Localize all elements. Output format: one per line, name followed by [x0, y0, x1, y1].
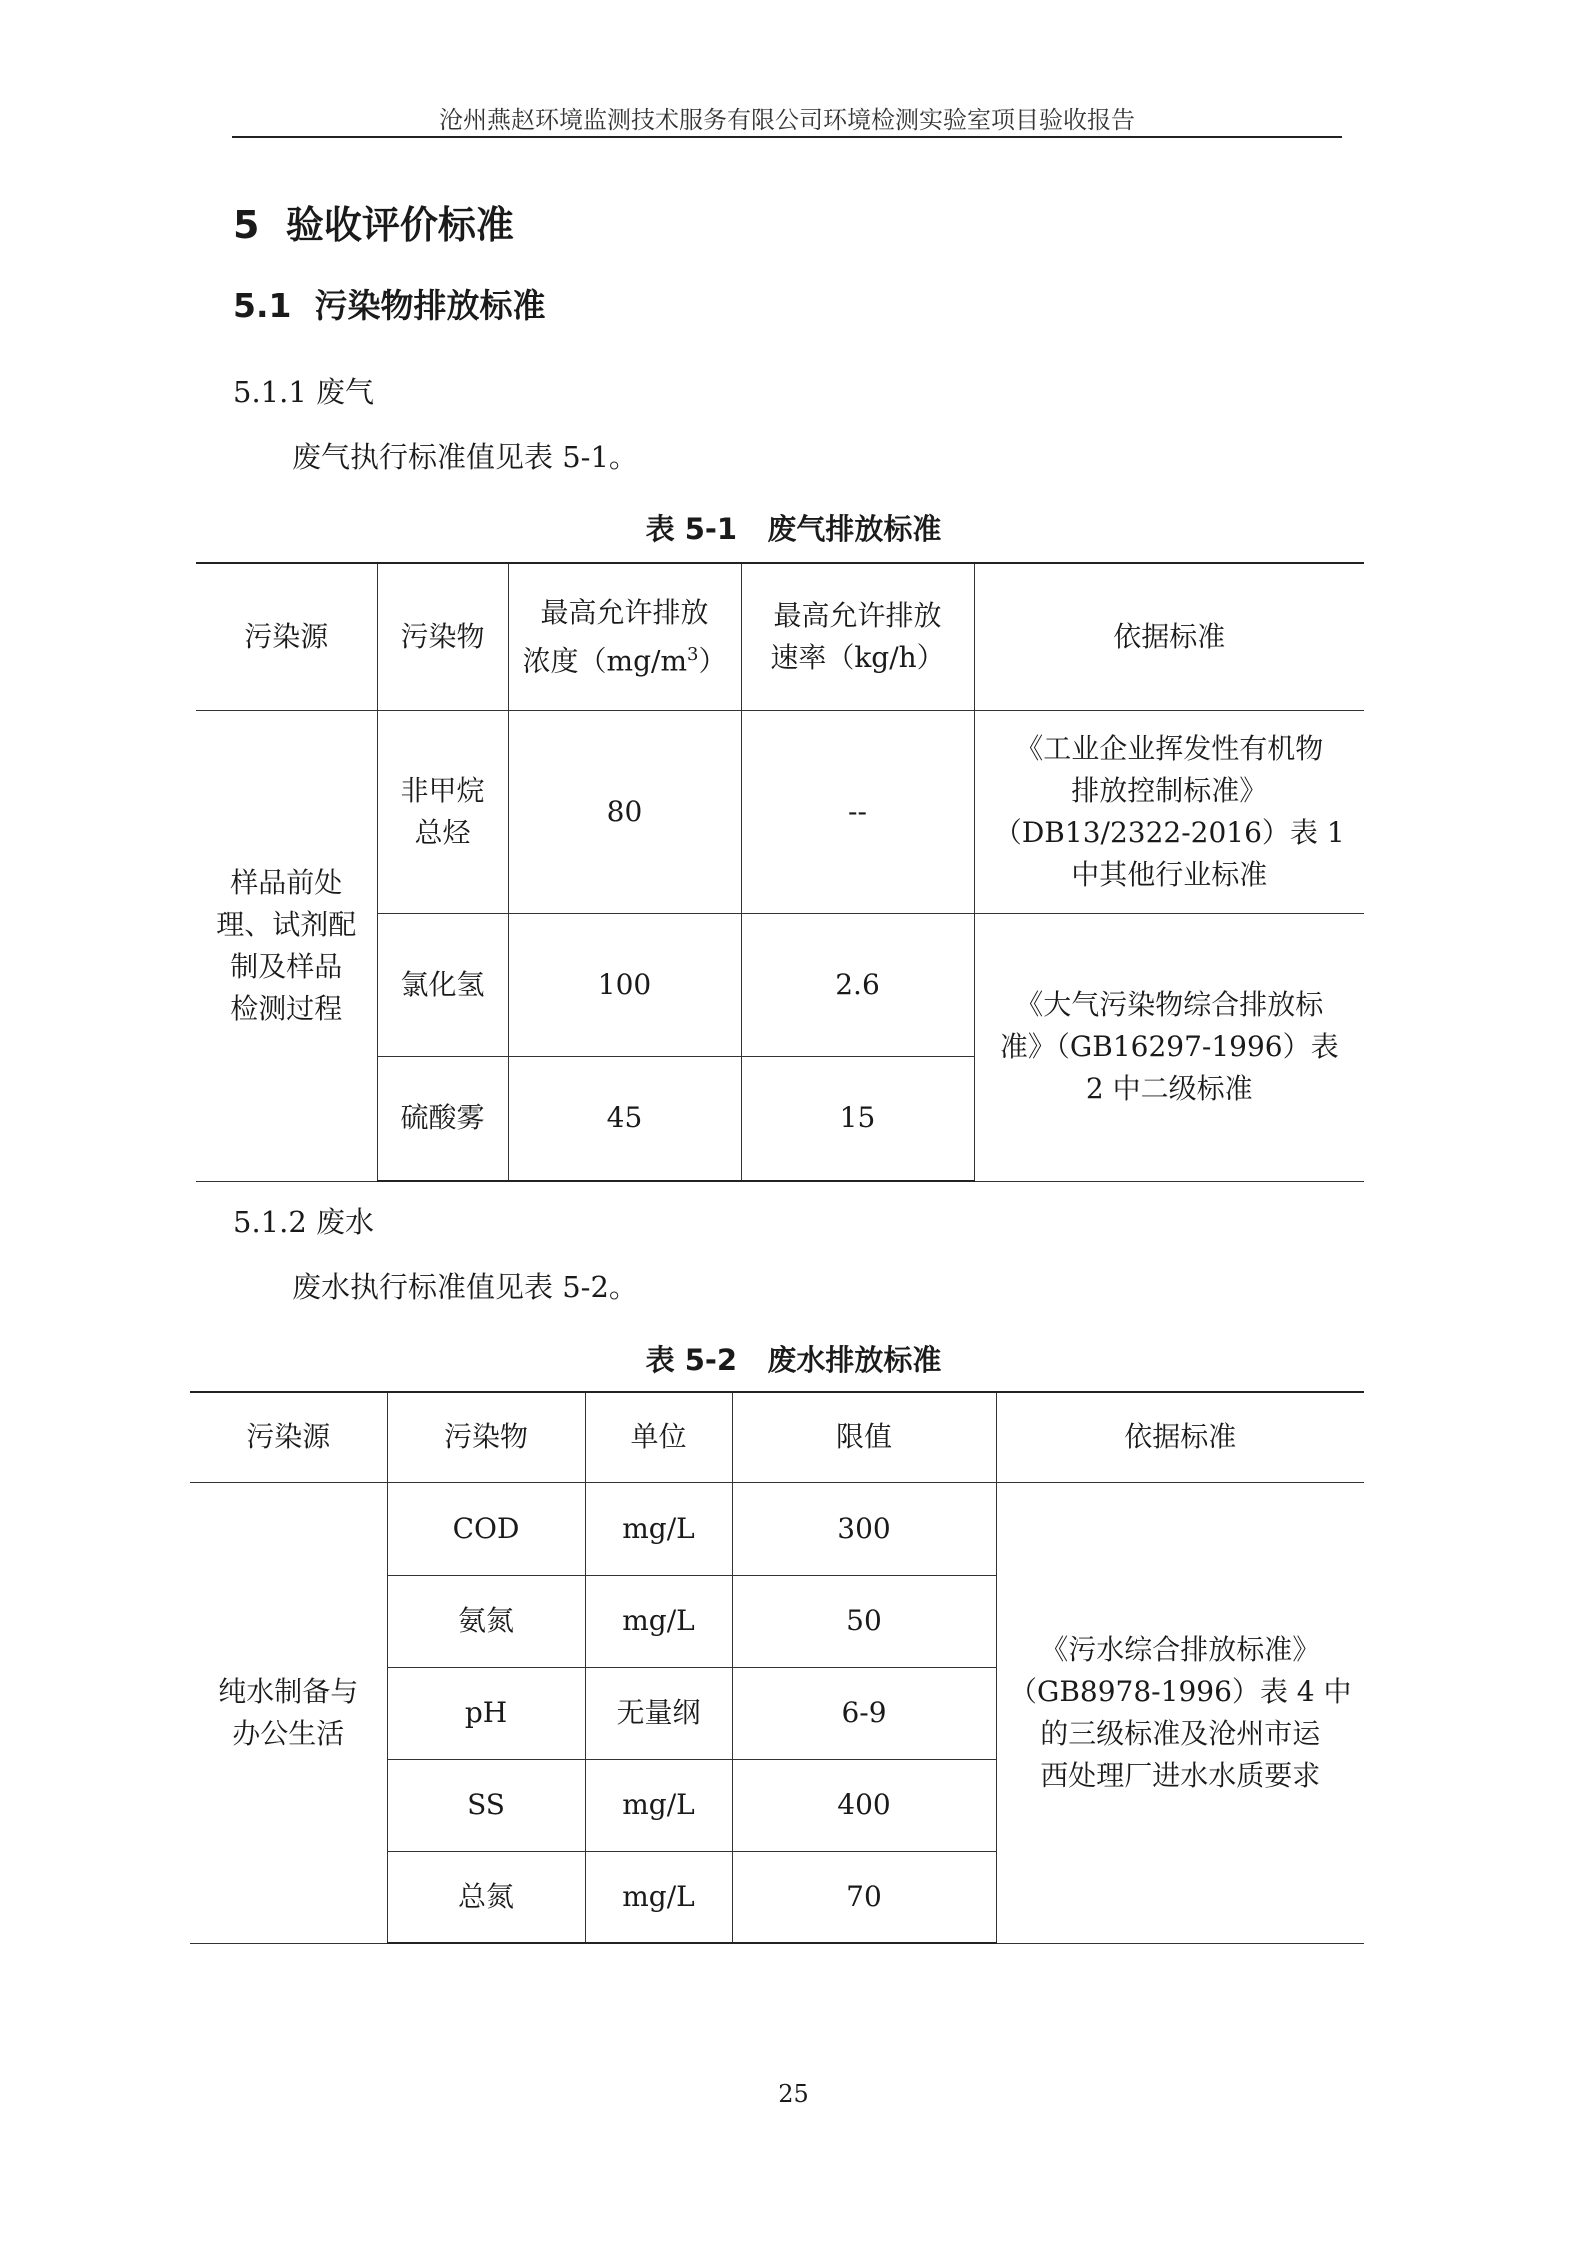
col-header-limit: 限值 [732, 1392, 996, 1482]
header-rule [232, 136, 1342, 138]
source-cell [190, 1482, 387, 1943]
superscript: 3 [687, 643, 699, 665]
col-header-max-rate [741, 563, 974, 710]
cell-line: 《污水综合排放标准》 [1040, 1632, 1321, 1666]
concentration-cell: 80 [508, 710, 741, 913]
cell-line: 《大气污染物综合排放标 [1015, 988, 1324, 1021]
cell-line: 纯水制备与 [218, 1674, 359, 1708]
col-header-basis: 依据标准 [974, 563, 1364, 710]
col-header-max-concentration [508, 563, 741, 710]
source-cell [196, 710, 377, 1181]
pollutant-cell: SS [387, 1759, 585, 1851]
col-header-basis: 依据标准 [996, 1392, 1364, 1482]
basis-cell [974, 710, 1364, 913]
basis-cell [974, 913, 1364, 1181]
pollutant-cell: 总氮 [387, 1851, 585, 1943]
cell-line: 2 中二级标准 [1085, 1072, 1253, 1105]
unit-cell: mg/L [585, 1759, 732, 1851]
col-header-text: 最高允许排放 [773, 598, 942, 632]
waste-water-intro: 废水执行标准值见表 5-2。 [292, 1270, 638, 1304]
table-5-1 [196, 562, 1364, 1182]
section-title: 验收评价标准 [285, 203, 514, 247]
col-header-source: 污染源 [190, 1392, 387, 1482]
cell-line: 氯化氢 [400, 967, 485, 1001]
rate-cell: -- [741, 710, 974, 913]
pollutant-cell: pH [387, 1667, 585, 1759]
col-header-text: 速率（kg/h） [770, 640, 945, 674]
col-header-pollutant: 污染物 [387, 1392, 585, 1482]
subsection-title: 污染物排放标准 [314, 286, 546, 325]
cell-line: 办公生活 [232, 1716, 345, 1750]
cell-line: 检测过程 [230, 991, 343, 1025]
pollutant-cell [377, 710, 508, 913]
table-5-2 [190, 1391, 1364, 1944]
col-header-pollutant: 污染物 [377, 563, 508, 710]
cell-line: 制及样品 [230, 949, 343, 983]
concentration-cell: 45 [508, 1056, 741, 1181]
table-row [196, 710, 1364, 913]
unit-cell: mg/L [585, 1482, 732, 1575]
cell-line: 非甲烷 [400, 773, 485, 807]
table-5-1-title: 废气排放标准 [767, 512, 942, 546]
waste-gas-intro: 废气执行标准值见表 5-1。 [292, 440, 638, 474]
page-header: 沧州燕赵环境监测技术服务有限公司环境检测实验室项目验收报告 [439, 106, 1135, 134]
concentration-cell: 100 [508, 913, 741, 1056]
page-number: 25 [778, 2080, 809, 2108]
pollutant-cell: COD [387, 1482, 585, 1575]
rate-cell: 2.6 [741, 913, 974, 1056]
table-5-2-label: 表 5-2 [645, 1343, 738, 1377]
limit-cell: 50 [732, 1575, 996, 1667]
subsection-number: 5.1 [233, 286, 292, 325]
cell-line: 理、试剂配 [216, 907, 357, 941]
table-row [190, 1482, 1364, 1575]
table-5-1-caption [0, 507, 1587, 548]
unit-cell: 无量纲 [585, 1667, 732, 1759]
table-5-2-title: 废水排放标准 [767, 1343, 942, 1377]
table-5-1-header-row [196, 563, 1364, 710]
pollutant-cell [377, 1056, 508, 1181]
limit-cell: 400 [732, 1759, 996, 1851]
limit-cell: 70 [732, 1851, 996, 1943]
col-header-source: 污染源 [196, 563, 377, 710]
rate-cell: 15 [741, 1056, 974, 1181]
cell-line: 中其他行业标准 [1071, 857, 1268, 891]
col-header-unit: 单位 [585, 1392, 732, 1482]
section-heading [233, 194, 514, 249]
unit-cell: mg/L [585, 1575, 732, 1667]
cell-line: 总烃 [414, 815, 471, 849]
col-header-text: 最高允许排放 [540, 595, 709, 629]
cell-line: 《工业企业挥发性有机物 [1015, 731, 1324, 765]
cell-line: 样品前处 [230, 865, 343, 899]
cell-line: 的三级标准及沧州市运 [1040, 1716, 1321, 1750]
cell-line: 排放控制标准》 [1071, 773, 1268, 807]
table-5-2-header-row [190, 1392, 1364, 1482]
limit-cell: 300 [732, 1482, 996, 1575]
cell-line: （DB13/2322-2016）表 1 [993, 815, 1345, 849]
unit-cell: mg/L [585, 1851, 732, 1943]
cell-line: 西处理厂进水水质要求 [1040, 1758, 1321, 1792]
table-5-1-label: 表 5-1 [645, 512, 738, 546]
pollutant-cell: 氨氮 [387, 1575, 585, 1667]
table-5-2-caption [0, 1338, 1587, 1379]
section-number: 5 [233, 203, 260, 247]
subsection-heading [233, 280, 545, 327]
waste-gas-heading: 5.1.1 废气 [233, 375, 375, 409]
cell-line: （GB8978-1996）表 4 中 [1008, 1674, 1352, 1708]
col-header-text: 浓度$(mg/m^3)$ [522, 643, 727, 677]
cell-line: 准》（GB16297-1996）表 [999, 1030, 1339, 1063]
waste-water-heading: 5.1.2 废水 [233, 1205, 375, 1239]
limit-cell: 6-9 [732, 1667, 996, 1759]
cell-line: 硫酸雾 [400, 1101, 485, 1135]
basis-cell [996, 1482, 1364, 1943]
pollutant-cell [377, 913, 508, 1056]
